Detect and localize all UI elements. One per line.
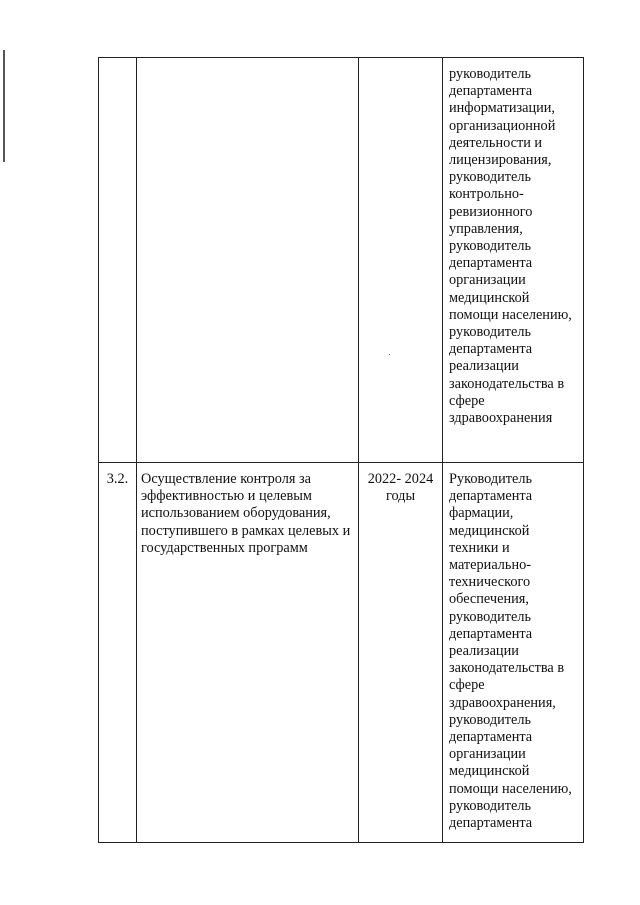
table-row <box>99 58 584 463</box>
responsible-cell: руководитель департамента информатизации, организационной деятельности и лицензирования, руководитель контрольно- ревизионного управления, руководитель департамента организации медицинской помощи населению, руководитель департамента реализации законодательства в сфере здравоохранения <box>443 58 584 463</box>
responsible-cell: Руководитель департамента фармации, медицинской техники и материально- технического обеспечения, руководитель департамента реализации законодательства в сфере здравоохранения, руководитель департамента организации медицинской помощи населению, руководитель департамента <box>443 463 584 843</box>
term-cell <box>359 58 443 463</box>
item-number-cell <box>99 58 137 463</box>
plan-table <box>98 57 584 843</box>
activity-cell <box>137 58 359 463</box>
table-row <box>99 463 584 843</box>
scan-edge-mark <box>3 50 5 162</box>
item-number-cell: 3.2. <box>99 463 137 843</box>
term-cell: 2022- 2024 годы <box>359 463 443 843</box>
activity-cell: Осуществление контроля за эффективностью и целевым использованием оборудования, поступившего в рамках целевых и государственных программ <box>137 463 359 843</box>
